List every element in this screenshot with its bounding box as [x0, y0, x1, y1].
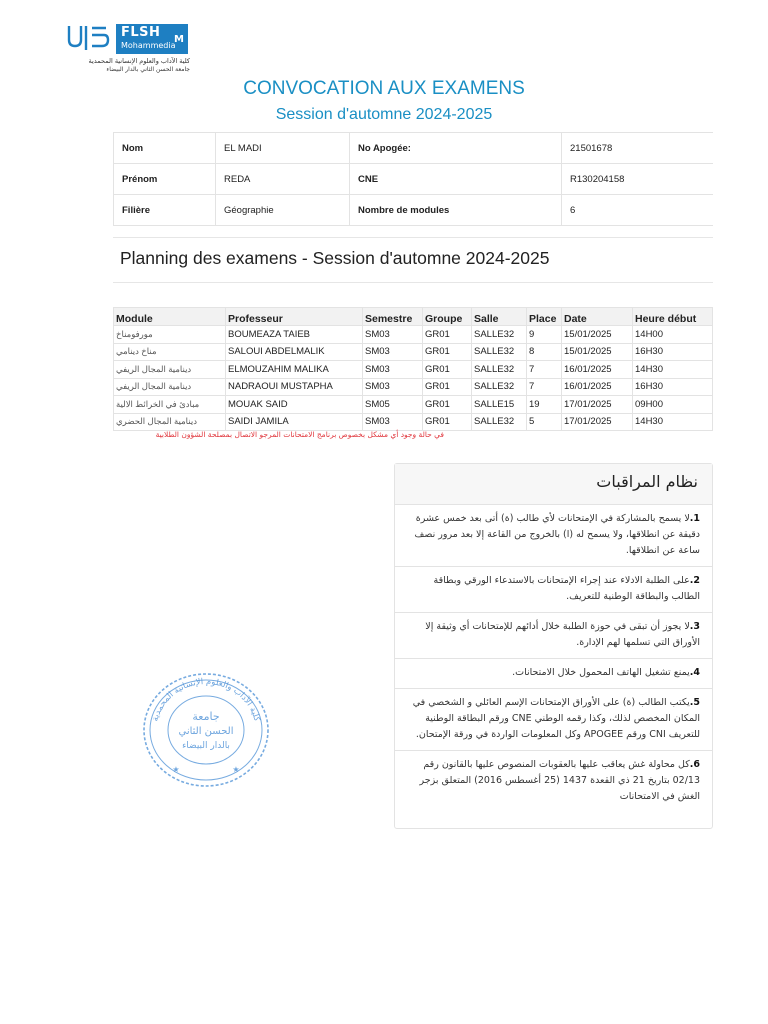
brand-box: [116, 24, 188, 54]
cell-date: 16/01/2025: [562, 361, 633, 379]
col-semestre: Semestre: [363, 308, 423, 326]
cell-salle: SALLE32: [472, 378, 527, 396]
brand-city: Mohammedia: [121, 41, 176, 50]
cell-date: 17/01/2025: [562, 413, 633, 431]
rule-item: [395, 751, 712, 812]
col-groupe: Groupe: [423, 308, 472, 326]
cell-groupe: GR01: [423, 378, 472, 396]
table-row: [114, 378, 713, 396]
stamp-outer-text: كلية الآداب والعلوم الإنسانية المحمدية: [150, 676, 262, 723]
contact-warning: في حالة وجود أي مشكل بخصوص برنامج الامتحانات المرجو الاتصال بمصلحة الشؤون الطلابية: [155, 430, 444, 439]
cell-heure: 14H30: [633, 361, 713, 379]
cell-heure: 14H30: [633, 413, 713, 431]
table-row: [114, 195, 714, 226]
rule-text: لا يسمح بالمشاركة في الإمتحانات لأي طالب (ة) أتى بعد خمس عشرة دقيقة عن انطلاقها، ولا يسمح له (ا) بالخروج من القاعة إلا بعد مرور نصف ساعة عن انطلاقها.: [414, 513, 700, 556]
rule-item: [395, 613, 712, 659]
faculty-mark-icon: [66, 24, 112, 52]
cell-place: 19: [527, 396, 562, 414]
cell-heure: 14H00: [633, 326, 713, 344]
table-row: [114, 133, 714, 164]
cell-salle: SALLE32: [472, 343, 527, 361]
cell-place: 7: [527, 378, 562, 396]
table-row: [114, 413, 713, 431]
cell-salle: SALLE32: [472, 413, 527, 431]
cell-date: 15/01/2025: [562, 326, 633, 344]
cell-date: 16/01/2025: [562, 378, 633, 396]
rule-number: 6.: [689, 759, 700, 770]
planning-title: Planning des examens - Session d'automne 2024-2025: [120, 248, 550, 268]
rule-item: [395, 505, 712, 567]
cell-groupe: GR01: [423, 343, 472, 361]
official-stamp: [140, 668, 272, 790]
cell-semestre: SM03: [363, 413, 423, 431]
cell-groupe: GR01: [423, 396, 472, 414]
stamp-line2: الحسن الثاني: [178, 726, 234, 737]
rule-text: كل محاولة غش يعاقب عليها بالعقوبات المنصوص عليها بالقانون رقم 02/13 بتاريخ 21 ذي القعدة 1437 (25 أغسطس 2016) المتعلق بزجر الغش في الامتحانات: [419, 759, 700, 802]
cell-professeur: SALOUI ABDELMALIK: [226, 343, 363, 361]
rule-number: 5.: [689, 697, 700, 708]
cell-salle: SALLE32: [472, 361, 527, 379]
cell-salle: SALLE15: [472, 396, 527, 414]
cell-professeur: ELMOUZAHIM MALIKA: [226, 361, 363, 379]
col-date: Date: [562, 308, 633, 326]
table-header-row: [114, 308, 713, 326]
cell-module: دينامية المجال الحضري: [114, 413, 226, 431]
exam-schedule-table: [113, 307, 713, 431]
cell-heure: 16H30: [633, 378, 713, 396]
label-cne: CNE: [350, 164, 562, 195]
logo-arabic-line1: كلية الآداب والعلوم الإنسانية المحمدية: [88, 57, 190, 65]
faculty-logo: [66, 22, 198, 80]
cell-place: 8: [527, 343, 562, 361]
page-title: CONVOCATION AUX EXAMENS: [243, 78, 525, 99]
col-salle: Salle: [472, 308, 527, 326]
cell-heure: 16H30: [633, 343, 713, 361]
cell-place: 9: [527, 326, 562, 344]
cell-place: 7: [527, 361, 562, 379]
cell-semestre: SM03: [363, 343, 423, 361]
exam-rules-panel: [394, 463, 713, 829]
col-module: Module: [114, 308, 226, 326]
value-prenom: REDA: [216, 164, 350, 195]
cell-module: دينامية المجال الريفي: [114, 361, 226, 379]
col-place: Place: [527, 308, 562, 326]
cell-professeur: NADRAOUI MUSTAPHA: [226, 378, 363, 396]
value-nb-modules: 6: [562, 195, 714, 226]
rule-item: [395, 567, 712, 613]
table-row: [114, 396, 713, 414]
rule-item: [395, 689, 712, 751]
col-heure: Heure début: [633, 308, 713, 326]
stamp-line3: بالدار البيضاء: [182, 741, 230, 751]
stamp-star-icon: ★: [172, 765, 180, 774]
planning-section-header: [113, 237, 713, 283]
label-nom: Nom: [114, 133, 216, 164]
brand-name: FLSH: [121, 25, 161, 40]
cell-groupe: GR01: [423, 361, 472, 379]
rule-item: [395, 659, 712, 689]
value-filiere: Géographie: [216, 195, 350, 226]
cell-semestre: SM03: [363, 361, 423, 379]
value-nom: EL MADI: [216, 133, 350, 164]
label-nb-modules: Nombre de modules: [350, 195, 562, 226]
stamp-line1: جامعة: [192, 710, 220, 723]
logo-arabic-line2: جامعة الحسن الثاني بالدار البيضاء: [106, 66, 190, 73]
cell-professeur: MOUAK SAID: [226, 396, 363, 414]
rule-text: يكتب الطالب (ة) على الأوراق الإمتحانات الإسم العائلي و الشخصي في المكان المخصص لذلك، وكذا رقمه الوطني CNE ورقم البطاقة الوطنية للتعريف CNI ورقم APOGEE وكل المعلومات الواردة في ورقة الإمتحان.: [412, 697, 700, 740]
table-row: [114, 343, 713, 361]
cell-salle: SALLE32: [472, 326, 527, 344]
value-apogee: 21501678: [562, 133, 714, 164]
cell-module: مبادئ في الخرائط الالية: [114, 396, 226, 414]
cell-groupe: GR01: [423, 326, 472, 344]
rules-panel-header: [395, 464, 712, 505]
cell-date: 15/01/2025: [562, 343, 633, 361]
rule-number: 4.: [689, 667, 700, 678]
rule-text: لا يجوز أن تبقى في حوزة الطلبة خلال أدائهم للإمتحانات أي وثيقة إلا الأوراق التي تسلمها لهم الإدارة.: [425, 621, 700, 648]
value-cne: R130204158: [562, 164, 714, 195]
table-row: [114, 326, 713, 344]
label-apogee: No Apogée:: [350, 133, 562, 164]
rule-number: 3.: [689, 621, 700, 632]
rule-number: 2.: [689, 575, 700, 586]
cell-heure: 09H00: [633, 396, 713, 414]
brand-m: M: [174, 34, 184, 45]
cell-module: دينامية المجال الريفي: [114, 378, 226, 396]
rule-number: 1.: [689, 513, 700, 524]
rules-title: نظام المراقبات: [596, 472, 698, 491]
table-row: [114, 361, 713, 379]
rule-text: على الطلبة الادلاء عند إجراء الإمتحانات بالاستدعاء الورقي وبطاقة الطالب والبطاقة الوطنية للتعريف.: [433, 575, 700, 602]
cell-professeur: SAIDI JAMILA: [226, 413, 363, 431]
stamp-star-icon: ★: [232, 765, 240, 774]
cell-module: مورفومناخ: [114, 326, 226, 344]
cell-semestre: SM03: [363, 378, 423, 396]
label-prenom: Prénom: [114, 164, 216, 195]
cell-date: 17/01/2025: [562, 396, 633, 414]
table-row: [114, 164, 714, 195]
cell-groupe: GR01: [423, 413, 472, 431]
cell-module: مناخ دينامي: [114, 343, 226, 361]
label-filiere: Filière: [114, 195, 216, 226]
cell-semestre: SM03: [363, 326, 423, 344]
student-info-table: [113, 132, 713, 226]
page-subtitle: Session d'automne 2024-2025: [275, 106, 493, 123]
cell-semestre: SM05: [363, 396, 423, 414]
rule-text: يمنع تشغيل الهاتف المحمول خلال الامتحانات.: [512, 667, 690, 678]
cell-place: 5: [527, 413, 562, 431]
cell-professeur: BOUMEAZA TAIEB: [226, 326, 363, 344]
col-professeur: Professeur: [226, 308, 363, 326]
